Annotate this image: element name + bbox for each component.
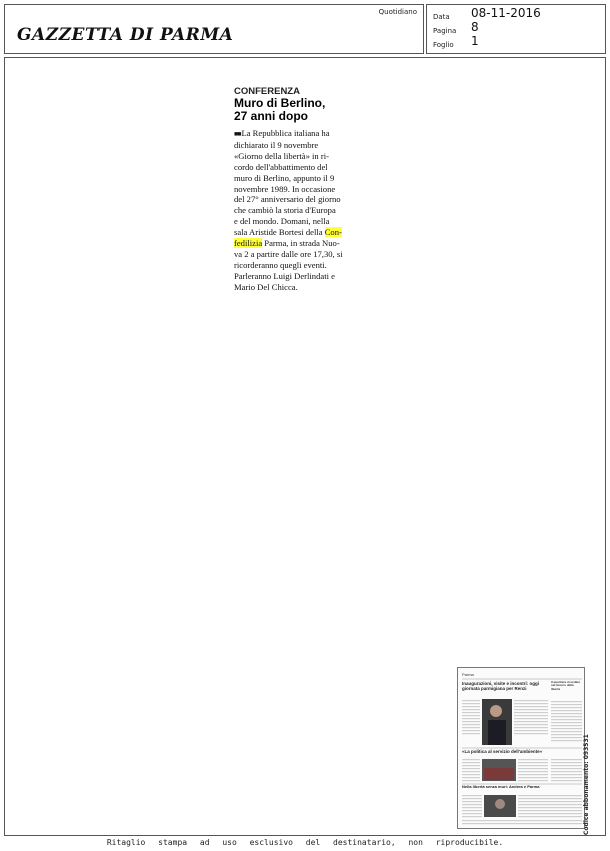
headline-line-1: Muro di Berlino, bbox=[234, 96, 326, 110]
headline-line-2: 27 anni dopo bbox=[234, 109, 309, 123]
foglio-value: 1 bbox=[471, 34, 479, 48]
body-line: e del mondo. Domani, nella bbox=[234, 216, 330, 227]
masthead-title: GAZZETTA DI PARMA bbox=[17, 25, 234, 45]
body-line: ricorderanno quegli eventi. bbox=[234, 259, 327, 270]
publication-type: Quotidiano bbox=[378, 8, 417, 16]
page-thumbnail bbox=[457, 667, 585, 829]
thumb-headline-2: «La politica al servizio dell'ambiente» bbox=[462, 749, 543, 754]
article-kicker: CONFERENZA bbox=[234, 86, 300, 97]
data-label: Data bbox=[433, 13, 450, 21]
body-line: che cambiò la storia d'Europa bbox=[234, 205, 336, 216]
thumb-side-headline: Il quartiere ricordato nel Giorno della libertà bbox=[551, 681, 581, 691]
pagina-label: Pagina bbox=[433, 27, 457, 35]
body-line: va 2 a partire dalle ore 17,30, si bbox=[234, 248, 343, 259]
body-line: Mario Del Chicca. bbox=[234, 281, 298, 292]
masthead-box bbox=[4, 4, 424, 54]
footer-disclaimer: Ritaglio stampa ad uso esclusivo del destinatario, non riproducibile. bbox=[106, 838, 504, 847]
body-line: cordo dell'abbattimento del bbox=[234, 161, 328, 172]
body-line: dichiarato il 9 novembre bbox=[234, 139, 319, 150]
thumbnail-drawing bbox=[458, 668, 585, 829]
article bbox=[234, 86, 367, 293]
body-line: Parleranno Luigi Derlindati e bbox=[234, 270, 335, 281]
highlight-confedilizia-2: fedilizia bbox=[234, 238, 263, 249]
body-line: novembre 1989. In occasione bbox=[234, 183, 336, 194]
body-line: La Repubblica italiana ha bbox=[241, 128, 330, 138]
article-body bbox=[234, 128, 367, 293]
subscription-code: Codice abbonamento: 093531 bbox=[583, 734, 590, 835]
highlight-confedilizia-1: Con- bbox=[324, 227, 342, 238]
body-line: sala Aristide Bortesi della bbox=[234, 227, 325, 238]
body-line: «Giorno della libertà» in ri- bbox=[234, 150, 329, 161]
body-line: Parma, in strada Nuo- bbox=[262, 238, 340, 249]
thumb-headline-1: Inaugurazioni, visite e incontri: oggi giornata parmigiana per Renzi bbox=[462, 681, 540, 691]
pagina-value: 8 bbox=[471, 20, 479, 34]
bullet-squares-icon: ■■ bbox=[234, 130, 241, 138]
meta-box bbox=[426, 4, 606, 54]
body-line: del 27° anniversario del giorno bbox=[234, 194, 341, 205]
thumb-section: Parma bbox=[462, 672, 474, 677]
body-line: muro di Berlino, appunto il 9 bbox=[234, 172, 335, 183]
article-headline bbox=[234, 97, 367, 123]
data-value: 08-11-2016 bbox=[471, 6, 541, 20]
foglio-label: Foglio bbox=[433, 41, 454, 49]
thumb-headline-3: Nella libertà senza muri: Andrea e Parma bbox=[462, 785, 540, 789]
